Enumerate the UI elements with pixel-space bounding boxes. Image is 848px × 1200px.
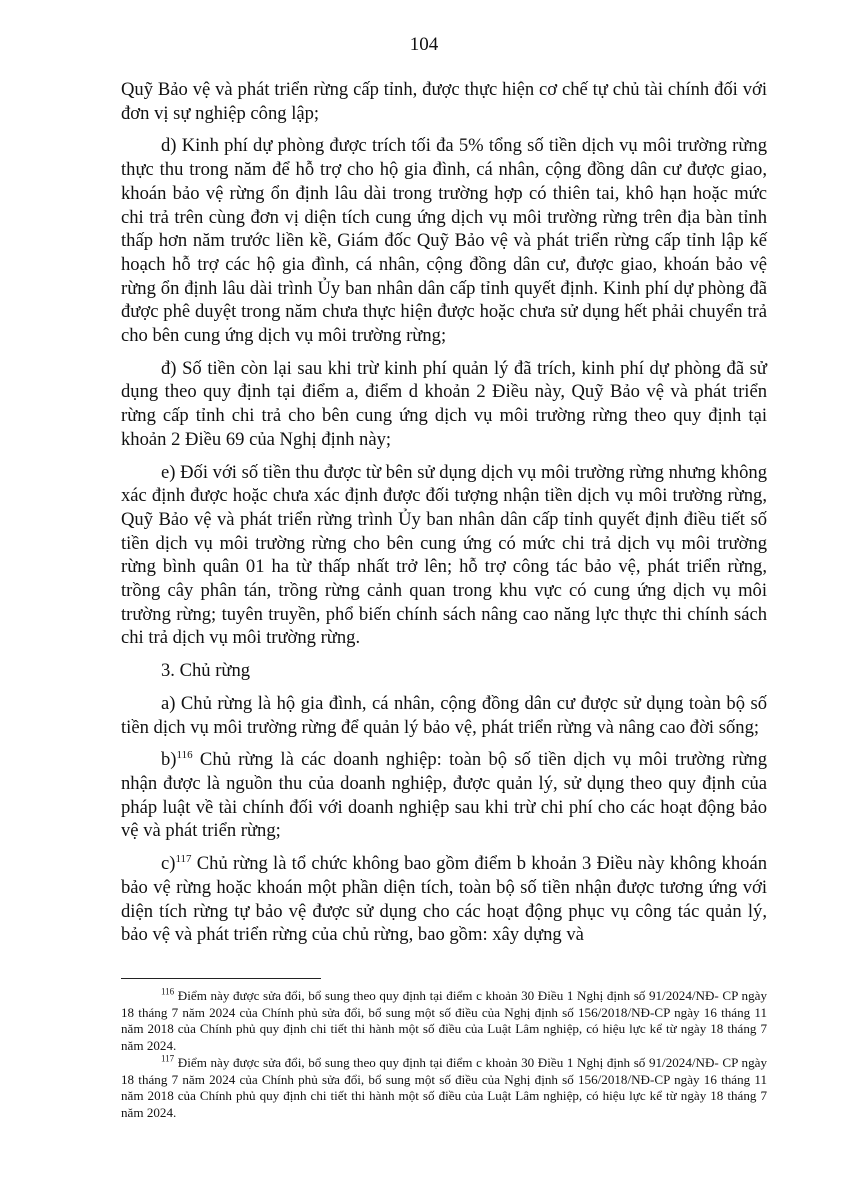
page-number: 104 bbox=[409, 34, 439, 55]
paragraph-d-reserve-fund: d) Kinh phí dự phòng được trích tối đa 5% tổng số tiền dịch vụ môi trường rừng thực thu trong năm để hỗ trợ cho hộ gia đình, cá nhân, cộng đồng dân cư được giao, khoán bảo vệ rừng ổn định lâu dài trong trường hợp có thiên tai, khô hạn hoặc mức chi trả trên cùng đơn vị diện tích cung ứng dịch vụ môi trường rừng trên địa bàn tỉnh thấp hơn năm trước liền kề, Giám đốc Quỹ Bảo vệ và phát triển rừng cấp tỉnh lập kế hoạch hỗ trợ các hộ gia đình, cá nhân, cộng đồng dân cư, được giao, khoán bảo vệ rừng ổn định lâu dài trình Ủy ban nhân dân cấp tỉnh quyết định. Kinh phí dự phòng đã được phê duyệt trong năm chưa thực hiện được hoặc chưa sử dụng hết phải chuyển trả cho bên cung ứng dịch vụ môi trường rừng; bbox=[121, 135, 767, 347]
footnote-117 bbox=[121, 1055, 767, 1122]
footnote-ref-117[interactable]: 117 bbox=[175, 852, 192, 865]
footnote-ref-116[interactable]: 116 bbox=[176, 749, 193, 762]
paragraph-a-households: a) Chủ rừng là hộ gia đình, cá nhân, cộng đồng dân cư được sử dụng toàn bộ số tiền dịch vụ môi trường rừng để quản lý bảo vệ, phát triển rừng và nâng cao đời sống; bbox=[121, 692, 767, 738]
paragraph-c-text: Chủ rừng là tổ chức không bao gồm điểm b khoản 3 Điều này không khoán bảo vệ rừng hoặc khoán một phần diện tích, toàn bộ số tiền nhận được tương ứng với diện tích rừng tự bảo vệ được sử dụng cho các hoạt động phục vụ công tác quản lý, bảo vệ và phát triển rừng của chủ rừng, bao gồm: xây dựng và bbox=[121, 853, 767, 946]
footnote-separator bbox=[121, 978, 321, 979]
paragraph-c-label: c) bbox=[161, 853, 176, 875]
footnote-text: Điểm này được sửa đổi, bổ sung theo quy định tại điểm c khoản 30 Điều 1 Nghị định số 91/2024/NĐ- CP ngày 18 tháng 7 năm 2024 của Chính phủ sửa đổi, bổ sung một số điều của Nghị định số 156/2018/NĐ-CP ngày 16 tháng 11 năm 2018 của Chính phủ quy định chi tiết thi hành một số điều của Luật Lâm nghiệp, có hiệu lực kể từ ngày 18 tháng 7 năm 2024. bbox=[121, 1054, 767, 1120]
paragraph-b-text: Chủ rừng là các doanh nghiệp: toàn bộ số tiền dịch vụ môi trường rừng nhận được là nguồn thu của doanh nghiệp, được quản lý, sử dụng theo quy định của pháp luật về tài chính đối với doanh nghiệp sau khi trừ chi phí cho các hoạt động bảo vệ và phát triển rừng; bbox=[121, 749, 767, 842]
paragraph-b-enterprises bbox=[121, 748, 767, 843]
section-heading-forest-owners: 3. Chủ rừng bbox=[161, 660, 251, 682]
footnote-number: 116 bbox=[161, 986, 175, 997]
footnotes bbox=[121, 988, 767, 1122]
paragraph-b-label: b) bbox=[161, 749, 177, 771]
footnote-116 bbox=[121, 988, 767, 1055]
paragraph-dd-remaining-amount: đ) Số tiền còn lại sau khi trừ kinh phí quản lý đã trích, kinh phí dự phòng đã sử dụng theo quy định tại điểm a, điểm d khoản 2 Điều này, Quỹ Bảo vệ và phát triển rừng cấp tỉnh chi trả cho bên cung ứng dịch vụ môi trường rừng theo quy định tại khoản 2 Điều 69 của Nghị định này; bbox=[121, 357, 767, 450]
body-text bbox=[121, 78, 767, 956]
paragraph-c-organizations bbox=[121, 852, 767, 947]
paragraph-e-undetermined-recipients: e) Đối với số tiền thu được từ bên sử dụng dịch vụ môi trường rừng nhưng không xác định được hoặc chưa xác định được đối tượng nhận tiền dịch vụ môi trường rừng, Quỹ Bảo vệ và phát triển rừng trình Ủy ban nhân dân cấp tỉnh quyết định điều tiết số tiền dịch vụ môi trường rừng cho bên cung ứng có mức chi trả dịch vụ môi trường rừng bình quân 01 ha từ thấp nhất trở lên; hỗ trợ công tác bảo vệ, phát triển rừng, trồng cây phân tán, trồng rừng cảnh quan trong khu vực có cung ứng dịch vụ môi trường rừng; tuyên truyền, phổ biến chính sách nâng cao năng lực thực thi chính sách chi trả dịch vụ môi trường rừng. bbox=[121, 461, 767, 649]
footnote-number: 117 bbox=[161, 1053, 175, 1064]
paragraph-fund-autonomy: Quỹ Bảo vệ và phát triển rừng cấp tỉnh, được thực hiện cơ chế tự chủ tài chính đối với đơn vị sự nghiệp công lập; bbox=[121, 79, 767, 124]
footnote-text: Điểm này được sửa đổi, bổ sung theo quy định tại điểm c khoản 30 Điều 1 Nghị định số 91/2024/NĐ- CP ngày 18 tháng 7 năm 2024 của Chính phủ sửa đổi, bổ sung một số điều của Nghị định số 156/2018/NĐ-CP ngày 16 tháng 11 năm 2018 của Chính phủ quy định chi tiết thi hành một số điều của Luật Lâm nghiệp, có hiệu lực kể từ ngày 18 tháng 7 năm 2024. bbox=[121, 988, 767, 1054]
